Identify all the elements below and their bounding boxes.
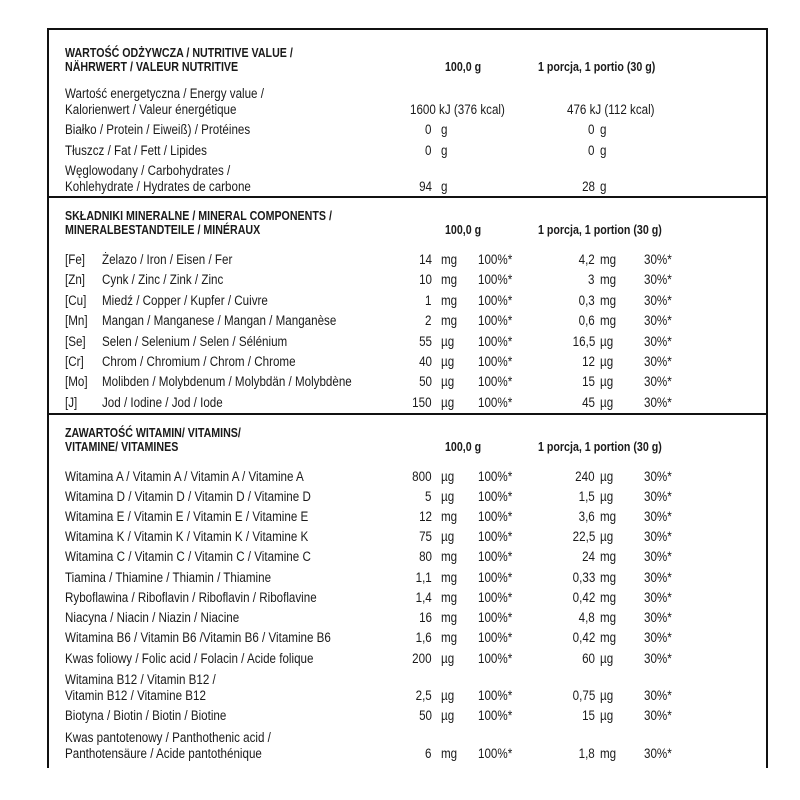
value-100g: 50 [419, 708, 432, 723]
value-100g: 1600 kJ (376 kcal) [410, 102, 505, 117]
percent-100g: 100%* [478, 374, 513, 390]
value-portion: 45 [582, 394, 595, 410]
value-100g: 2,5 [415, 688, 432, 703]
mineral-symbol: [Cu] [65, 292, 87, 308]
unit-100g: mg [441, 313, 458, 329]
mineral-symbol: [Mn] [65, 313, 88, 329]
vitamin-name: Witamina B12 / Vitamin B12 / [65, 672, 216, 687]
unit-portion: µg [600, 354, 614, 369]
value-portion: 60 [582, 651, 595, 666]
vitamin-name: Witamina K / Vitamin K / Vitamin K / Vitamine K [65, 529, 309, 544]
column-header-portion: 1 porcja, 1 portion (30 g) [538, 222, 662, 237]
nutrient-name: Wartość energetyczna / Energy value / [65, 86, 264, 101]
value-100g: 1,6 [415, 630, 432, 645]
unit-100g: µg [441, 394, 455, 410]
value-100g: 40 [419, 354, 432, 369]
value-100g: 150 [412, 394, 432, 410]
divider-vitamins [47, 413, 768, 415]
value-100g: 94 [419, 179, 432, 194]
value-portion: 0,75 [572, 688, 595, 703]
value-portion: 1,8 [578, 746, 595, 761]
column-header-100g: 100,0 g [445, 59, 482, 74]
value-portion: 0,33 [572, 570, 595, 585]
percent-100g: 100%* [478, 394, 513, 410]
unit-100g: mg [441, 630, 458, 645]
unit-portion: mg [600, 292, 617, 308]
value-100g: 80 [419, 549, 432, 564]
value-portion: 0,42 [572, 630, 595, 645]
unit-portion: µg [600, 394, 614, 410]
value-portion: 4,2 [578, 252, 595, 267]
unit-100g: mg [441, 549, 458, 564]
percent-portion: 30%* [644, 272, 672, 288]
unit-100g: µg [441, 469, 455, 484]
nutrient-name: Białko / Protein / Eiweiß) / Protéines [65, 122, 251, 137]
vitamin-name: Panthotensäure / Acide pantothénique [65, 746, 262, 761]
unit-portion: µg [600, 529, 614, 544]
percent-100g: 100%* [478, 354, 513, 369]
percent-portion: 30%* [644, 529, 672, 544]
mineral-symbol: [Zn] [65, 272, 86, 288]
mineral-symbol: [Cr] [65, 354, 84, 369]
mineral-name: Chrom / Chromium / Chrom / Chrome [102, 354, 296, 369]
divider-minerals [47, 196, 768, 198]
value-100g: 1,4 [415, 590, 432, 605]
nutrient-name: Kalorienwert / Valeur énergétique [65, 102, 237, 117]
mineral-symbol: [Se] [65, 333, 86, 349]
value-100g: 2 [425, 313, 432, 329]
percent-portion: 30%* [644, 630, 672, 645]
percent-portion: 30%* [644, 651, 672, 666]
unit-portion: µg [600, 688, 614, 703]
percent-100g: 100%* [478, 708, 513, 723]
unit-100g: µg [441, 354, 455, 369]
mineral-name: Molibden / Molybdenum / Molybdän / Molybdène [102, 374, 352, 390]
percent-100g: 100%* [478, 333, 513, 349]
value-100g: 75 [419, 529, 432, 544]
value-100g: 200 [412, 651, 432, 666]
percent-100g: 100%* [478, 529, 513, 544]
value-100g: 0 [425, 143, 432, 158]
value-100g: 0 [425, 122, 432, 137]
vitamin-name: Kwas pantotenowy / Panthothenic acid / [65, 730, 271, 745]
section-title-line2: MINERALBESTANDTEILE / MINÉRAUX [65, 222, 261, 237]
value-100g: 14 [419, 252, 432, 267]
percent-portion: 30%* [644, 570, 672, 585]
vitamin-name: Witamina E / Vitamin E / Vitamin E / Vitamine E [65, 509, 309, 524]
vitamin-name: Witamina C / Vitamin C / Vitamin C / Vitamine C [65, 549, 311, 564]
value-100g: 1 [425, 292, 432, 308]
percent-100g: 100%* [478, 570, 513, 585]
percent-100g: 100%* [478, 630, 513, 645]
unit-100g: mg [441, 590, 458, 605]
unit-portion: µg [600, 333, 614, 349]
unit-portion: µg [600, 374, 614, 390]
percent-portion: 30%* [644, 708, 672, 723]
unit-portion: g [600, 179, 607, 194]
value-100g: 12 [419, 509, 432, 524]
value-portion: 0 [588, 143, 595, 158]
unit-100g: g [441, 143, 448, 158]
vitamin-name: Tiamina / Thiamine / Thiamin / Thiamine [65, 570, 272, 585]
section-title-line2: NÄHRWERT / VALEUR NUTRITIVE [65, 59, 239, 74]
percent-100g: 100%* [478, 469, 513, 484]
value-portion: 22,5 [572, 529, 595, 544]
mineral-symbol: [J] [65, 394, 78, 410]
mineral-symbol: [Mo] [65, 374, 88, 390]
percent-portion: 30%* [644, 313, 672, 329]
value-portion: 28 [582, 179, 595, 194]
percent-portion: 30%* [644, 549, 672, 564]
vitamin-name: Witamina B6 / Vitamin B6 /Vitamin B6 / Vitamine B6 [65, 630, 331, 645]
unit-portion: µg [600, 708, 614, 723]
value-portion: 15 [582, 374, 595, 390]
value-portion: 0 [588, 122, 595, 137]
percent-portion: 30%* [644, 292, 672, 308]
mineral-name: Jod / Iodine / Jod / Iode [102, 394, 223, 410]
unit-portion: mg [600, 746, 617, 761]
unit-100g: mg [441, 509, 458, 524]
unit-100g: mg [441, 252, 458, 267]
value-portion: 240 [575, 469, 595, 484]
value-100g: 55 [419, 333, 432, 349]
percent-portion: 30%* [644, 252, 672, 267]
unit-100g: mg [441, 570, 458, 585]
percent-100g: 100%* [478, 509, 513, 524]
percent-portion: 30%* [644, 509, 672, 524]
mineral-name: Miedź / Copper / Kupfer / Cuivre [102, 292, 268, 308]
unit-100g: µg [441, 651, 455, 666]
value-100g: 16 [419, 610, 432, 625]
value-portion: 3 [588, 272, 595, 288]
unit-portion: µg [600, 489, 614, 504]
mineral-name: Selen / Selenium / Selen / Sélénium [102, 333, 288, 349]
percent-100g: 100%* [478, 651, 513, 666]
value-portion: 3,6 [578, 509, 595, 524]
unit-100g: µg [441, 333, 455, 349]
mineral-name: Cynk / Zinc / Zink / Zinc [102, 272, 224, 288]
unit-100g: mg [441, 610, 458, 625]
value-100g: 1,1 [415, 570, 432, 585]
value-portion: 0,6 [578, 313, 595, 329]
value-100g: 10 [419, 272, 432, 288]
vitamin-name: Witamina D / Vitamin D / Vitamin D / Vitamine D [65, 489, 311, 504]
nutrient-name: Węglowodany / Carbohydrates / [65, 163, 231, 178]
unit-100g: g [441, 179, 448, 194]
value-portion: 16,5 [572, 333, 595, 349]
value-portion: 12 [582, 354, 595, 369]
value-portion: 0,42 [572, 590, 595, 605]
mineral-symbol: [Fe] [65, 252, 86, 267]
unit-portion: µg [600, 651, 614, 666]
nutrient-name: Tłuszcz / Fat / Fett / Lipides [65, 143, 207, 158]
unit-100g: mg [441, 746, 458, 761]
column-header-100g: 100,0 g [445, 439, 482, 454]
unit-100g: µg [441, 374, 455, 390]
percent-portion: 30%* [644, 746, 672, 761]
percent-portion: 30%* [644, 354, 672, 369]
section-title-line1: SKŁADNIKI MINERALNE / MINERAL COMPONENTS / [65, 208, 332, 223]
vitamin-name: Biotyna / Biotin / Biotin / Biotine [65, 708, 227, 723]
percent-100g: 100%* [478, 489, 513, 504]
percent-100g: 100%* [478, 688, 513, 703]
percent-100g: 100%* [478, 272, 513, 288]
column-header-portion: 1 porcja, 1 portio (30 g) [538, 59, 656, 74]
unit-100g: g [441, 122, 448, 137]
value-portion: 24 [582, 549, 595, 564]
vitamin-name: Kwas foliowy / Folic acid / Folacin / Acide folique [65, 651, 314, 666]
section-title-line1: WARTOŚĆ ODŻYWCZA / NUTRITIVE VALUE / [65, 45, 293, 60]
vitamin-name: Ryboflawina / Riboflavin / Riboflavin / Riboflavine [65, 590, 317, 605]
value-100g: 800 [412, 469, 432, 484]
percent-portion: 30%* [644, 374, 672, 390]
unit-100g: µg [441, 688, 455, 703]
mineral-name: Żelazo / Iron / Eisen / Fer [102, 252, 233, 267]
unit-portion: mg [600, 630, 617, 645]
percent-100g: 100%* [478, 292, 513, 308]
unit-portion: mg [600, 549, 617, 564]
column-header-portion: 1 porcja, 1 portion (30 g) [538, 439, 662, 454]
value-portion: 0,3 [578, 292, 595, 308]
unit-portion: mg [600, 272, 617, 288]
vitamin-name: Witamina A / Vitamin A / Vitamin A / Vitamine A [65, 469, 304, 484]
section-title-line1: ZAWARTOŚĆ WITAMIN/ VITAMINS/ [65, 425, 241, 440]
unit-portion: mg [600, 313, 617, 329]
column-header-100g: 100,0 g [445, 222, 482, 237]
unit-100g: mg [441, 272, 458, 288]
mineral-name: Mangan / Manganese / Mangan / Manganèse [102, 313, 337, 329]
unit-portion: mg [600, 610, 617, 625]
unit-100g: µg [441, 708, 455, 723]
value-100g: 6 [425, 746, 432, 761]
percent-portion: 30%* [644, 333, 672, 349]
percent-portion: 30%* [644, 688, 672, 703]
percent-100g: 100%* [478, 549, 513, 564]
value-100g: 5 [425, 489, 432, 504]
value-portion: 1,5 [578, 489, 595, 504]
percent-portion: 30%* [644, 590, 672, 605]
unit-portion: mg [600, 590, 617, 605]
percent-100g: 100%* [478, 313, 513, 329]
percent-portion: 30%* [644, 394, 672, 410]
vitamin-name: Niacyna / Niacin / Niazin / Niacine [65, 610, 240, 625]
percent-portion: 30%* [644, 489, 672, 504]
vitamin-name: Vitamin B12 / Vitamine B12 [65, 688, 206, 703]
unit-portion: mg [600, 252, 617, 267]
section-title-line2: VITAMINE/ VITAMINES [65, 439, 179, 454]
percent-portion: 30%* [644, 610, 672, 625]
percent-100g: 100%* [478, 252, 513, 267]
unit-100g: µg [441, 489, 455, 504]
unit-portion: mg [600, 509, 617, 524]
percent-100g: 100%* [478, 590, 513, 605]
unit-100g: µg [441, 529, 455, 544]
percent-100g: 100%* [478, 746, 513, 761]
percent-portion: 30%* [644, 469, 672, 484]
value-portion: 4,8 [578, 610, 595, 625]
unit-portion: g [600, 122, 607, 137]
value-portion: 476 kJ (112 kcal) [567, 102, 655, 117]
value-100g: 50 [419, 374, 432, 390]
unit-portion: mg [600, 570, 617, 585]
nutrient-name: Kohlehydrate / Hydrates de carbone [65, 179, 251, 194]
value-portion: 15 [582, 708, 595, 723]
percent-100g: 100%* [478, 610, 513, 625]
unit-100g: mg [441, 292, 458, 308]
unit-portion: g [600, 143, 607, 158]
unit-portion: µg [600, 469, 614, 484]
